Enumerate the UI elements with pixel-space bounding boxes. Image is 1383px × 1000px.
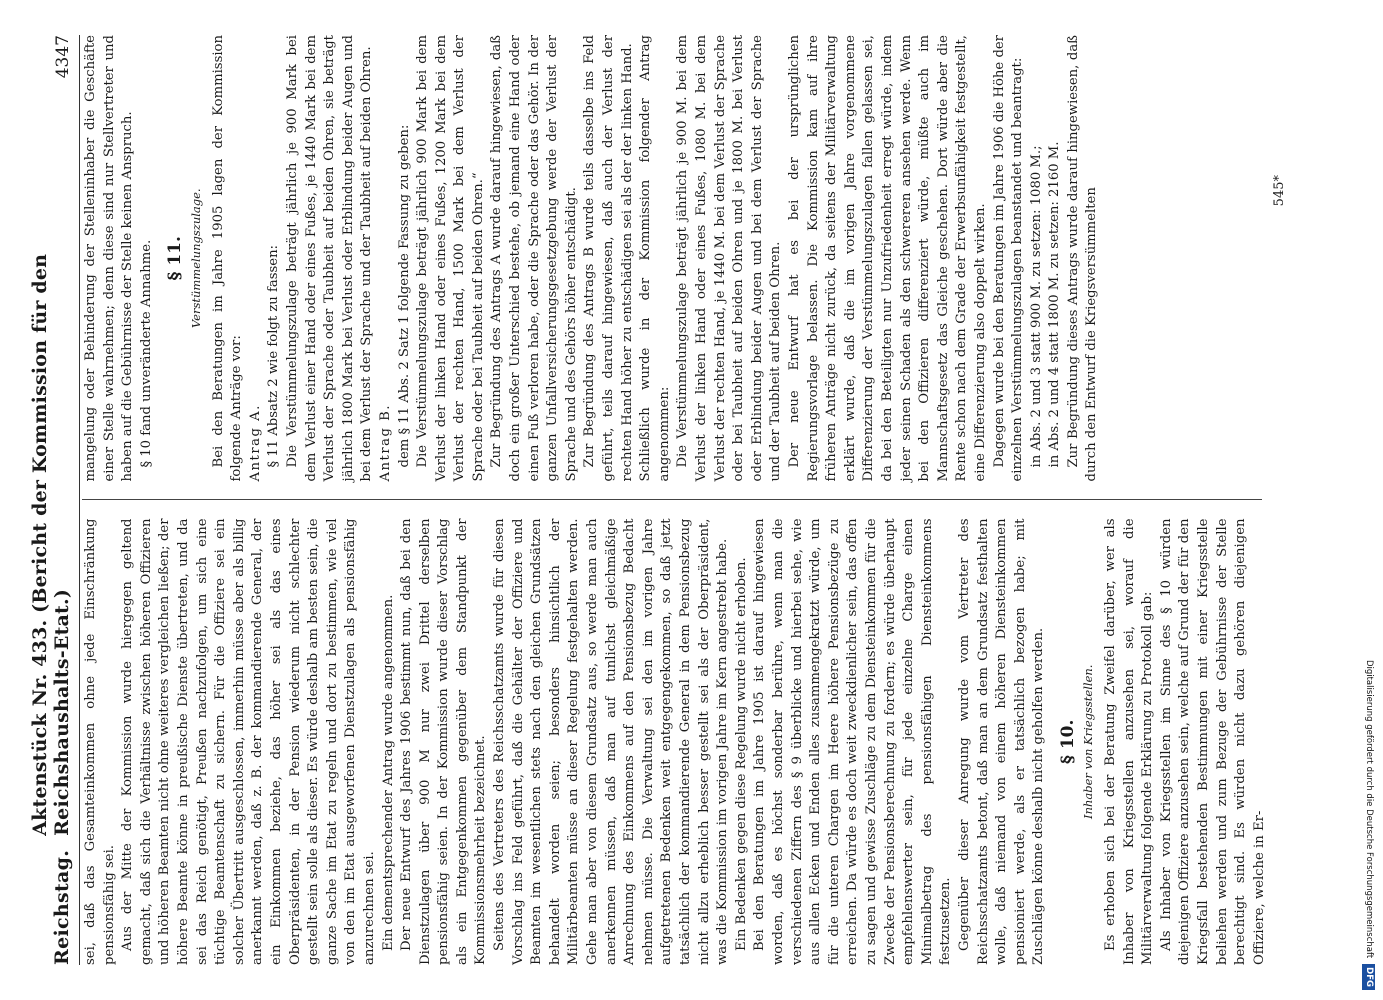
paragraph: Zur Begründung des Antrags A wurde darauf hingewiesen, daß doch ein großer Unterschied bestehe, ob jemand eine Hand oder einen Fuß verloren habe, oder die Sprache oder das Gehör. In der ganzen Unfallversicherungsgesetzgebung werde der Verlust der Sprache und des Gehörs höher entschädigt. [489, 35, 579, 482]
paragraph: § 11 Absatz 2 wie folgt zu fassen: [266, 244, 282, 468]
credit-text: Digitalisierung gefördert durch die Deutsche Forschungsgemeinschaft [1364, 659, 1374, 959]
page-header [20, 35, 80, 965]
text-columns [82, 35, 1267, 965]
left-column [82, 518, 1267, 966]
paragraph: Zur Begründung dieses Antrags wurde darauf hingewiesen, daß durch den Entwurf die Kriegsversümmelten [1065, 35, 1100, 482]
section-subheading-11: Verstümmelungszulage. [188, 188, 203, 329]
paragraph: in Abs. 2 und 3 statt 900 M. zu setzen: 1080 M.; [1028, 145, 1044, 468]
paragraph: Schließlich wurde in der Kommission folgender Antrag angenommen: [638, 35, 672, 482]
section-subheading-10: Inhaber von Kriegsstellen. [1081, 664, 1096, 819]
paragraph: Als Inhaber von Kriegsstellen im Sinne des § 10 würden diejenigen Offiziere anzusehen sein, welche auf Grund der für den Kriegsfall bestehenden Bestimmungen mit einer Kriegsstelle beliehen werden und zum Bezuge der Gebührnisse der Stelle berechtigt sind. Es würden nicht dazu gehören diejenigen Offiziere, welche in Er- [1158, 518, 1267, 965]
rotated-page [20, 35, 1320, 965]
header-title: Aktenstück Nr. 433. (Bericht der Kommission für den Reichshaushalts-Etat.) [29, 253, 73, 836]
signature-footer [1272, 35, 1287, 965]
paragraph: Ein Bedenken gegen diese Regelung wurde nicht erhoben. [733, 557, 749, 951]
paragraph: § 10 fand unveränderte Annahme. [138, 239, 154, 468]
paragraph: Ein dementsprechender Antrag wurde angenommen. [380, 594, 396, 951]
signature-number: 545* [1272, 175, 1287, 207]
paragraph: Der neue Entwurf des Jahres 1906 bestimmt nun, daß bei den Dienstzulagen über 900 M nur zwei Drittel derselben pensionsfähig seien. In der Kommission wurde dieser Vorschlag als ein Entgegenkommen gegenüber dem Standpunkt der Kommissionsmehrheit bezeichnet. [399, 518, 489, 965]
paragraph: Gegenüber dieser Anregung wurde vom Vertreter des Reichsschatzamts betont, daß man an dem Grundsatz festhalten wolle, daß niemand von einem höheren Diensteinkommen pensioniert werde, als er tatsächlich bezogen habe; mit Zuschlägen könne deshalb nicht geholfen werden. [956, 518, 1047, 965]
paragraph: mangelung oder Behinderung der Stelleninhaber die Geschäfte einer Stelle wahrnehmen; denn diese sind nur Stellvertreter und haben auf die Gebührnisse der Stelle keinen Anspruch. [83, 35, 136, 482]
paragraph: Die Verstümmelungszulage beträgt jährlich 900 Mark bei dem Verlust der linken Hand oder eines Fußes, 1200 Mark bei dem Verlust der rechten Hand, 1500 Mark bei dem Verlust der Sprache oder bei Taubheit auf beiden Ohren.“ [415, 35, 486, 482]
paragraph: Die Verstümmelungszulage beträgt jährlich je 900 M. bei dem Verlust der linken Hand oder eines Fußes, 1080 M. bei dem Verlust der rechten Hand, je 1440 M. bei dem Verlust der Sprache oder bei Taubheit auf beiden Ohren und je 1800 M. bei Verlust oder Erblindung beider Augen und bei dem Verlust der Sprache und der Taubheit auf beiden Ohren. [675, 35, 784, 482]
dfg-logo: DFG [1363, 964, 1376, 990]
paragraph: sei, daß das Gesamteinkommen ohne jede Einschränkung pensionsfähig sei. [83, 518, 117, 965]
paragraph: Aus der Mitte der Kommission wurde hiergegen geltend gemacht, daß sich die Verhältnisse zwischen höheren Offizieren und höheren Beamten nicht ohne weiteres vergleichen ließen; der höhere Beamte könne in preußische Dienste übertreten, und da sei das Reich genötigt, Preußen nachzufolgen, um sich eine tüchtige Beamtenschaft zu sichern. Für die Offiziere sei ein solcher Übertritt ausgeschlossen, immerhin müsse aber als billig anerkannt werden, daß z. B. der kommandierende General, der ein Einkommen beziehe, das höher sei als das eines Oberpräsidenten, in der Pension wiederum nicht schlechter gestellt sein solle als dieser. Es würde deshalb am besten sein, die ganze Sache im Etat zu regeln und dort zu bestimmen, wie viel von den im Etat ausgeworfenen Dienstzulagen als pensionsfähig anzurechnen sei. [120, 518, 377, 965]
digitization-credit [1361, 10, 1377, 990]
paragraph: Dagegen wurde bei den Beratungen im Jahre 1906 die Höhe der einzelnen Verstümmelungszulagen beanstandet und beantragt: [991, 35, 1026, 482]
antrag-b-label: Antrag B. [377, 404, 393, 482]
paragraph: Bei den Beratungen im Jahre 1905 ist darauf hingewiesen worden, daß es höchst sonderbar berühre, wenn man die verschiedenen Ziffern des § 9 überblicke und hierbei sehe, wie aus allen Ecken und Enden alles zusammengekratzt würde, um für die unteren Chargen im Heere höhere Pensionsbezüge zu erreichen. Da würde es doch weit zweckdienlicher sein, das offen zu sagen und gewisse Zuschläge zu dem Diensteinkommen für die Zwecke der Pensionsberechnung zu fordern; es würde überhaupt empfehlenswerter sein, für jede einzelne Charge einen Minimalbetrag des pensionsfähigen Diensteinkommens festzusetzen. [752, 518, 954, 965]
paragraph: Zur Begründung des Antrags B wurde teils dasselbe ins Feld geführt, teils darauf hingewiesen, daß auch der Verlust der rechten Hand höher zu entschädigen sei als der der linken Hand. [582, 35, 635, 482]
page-number: 4347 [53, 35, 73, 79]
column-divider [82, 500, 1262, 501]
antrag-a-label: Antrag A. [247, 404, 263, 482]
paragraph: Seitens des Vertreters des Reichsschatzamts wurde für diesen Vorschlag ins Feld geführt, daß die Gehälter der Offiziere und Beamten im wesentlichen stets nach den gleichen Grundsätzen behandelt worden seien; besonders hinsichtlich der Militärbeamten müsse an dieser Regelung festgehalten werden. Gehe man aber von diesem Grundsatz aus, so werde man auch anerkennen müssen, daß man auf tunlichst gleichmäßige Anrechnung des Einkommens auf den Pensionsbezug Bedacht nehmen müsse. Die Verwaltung sei den im vorigen Jahre aufgetretenen Bedenken weit entgegengekommen, so daß jetzt tatsächlich der kommandierende General in dem Pensionsbezug nicht allzu erheblich besser gestellt sei als der Oberpräsident, was die Kommission im vorigen Jahre im Kern angestrebt habe. [492, 518, 731, 965]
section-heading-10: § 10. [1057, 719, 1078, 764]
paragraph: in Abs. 2 und 4 statt 1800 M. zu setzen: 2160 M. [1047, 141, 1063, 468]
paragraph: Bei den Beratungen im Jahre 1905 lagen der Kommission folgende Anträge vor: [210, 35, 245, 482]
right-column [82, 35, 1262, 482]
paragraph: Der neue Entwurf hat es bei der ursprünglichen Regierungsvorlage belassen. Die Kommission kam auf ihre früheren Anträge nicht zurück, da seitens der Militärverwaltung erklärt wurde, daß die im vorigen Jahre vorgenommene Differenzierung der Verstümmelungszulagen fallen gelassen sei, da bei den Beteiligten nur Unzufriedenheit erregt würde, indem jeder seinen Schaden als den schwereren ansehen werde. Wenn bei den Offizieren differenziert würde, müßte auch im Mannschaftsgesetz das Gleiche geschehen. Dort würde aber die Rente schon nach dem Grade der Erwerbsunfähigkeit festgestellt, eine Differenzierung also doppelt wirken. [786, 35, 988, 482]
paragraph: Die Verstümmelungszulage beträgt jährlich je 900 Mark bei dem Verlust einer Hand oder eines Fußes, je 1440 Mark bei dem Verlust der Sprache oder Taubheit auf beiden Ohren, sie beträgt jährlich 1800 Mark bei Verlust oder Erblindung beider Augen und bei dem Verlust der Sprache und der Taubheit auf beiden Ohren. [284, 35, 375, 482]
paragraph: dem § 11 Abs. 2 Satz 1 folgende Fassung zu geben: [396, 124, 412, 468]
section-heading-11: § 11. [165, 236, 186, 281]
paragraph: Es erhoben sich bei der Beratung Zweifel darüber, wer als Inhaber von Kriegsstellen anzusehen sei, worauf die Militärverwaltung folgende Erklärung zu Protokoll gab: [1103, 518, 1156, 965]
header-reichstag: Reichstag. [51, 849, 73, 965]
